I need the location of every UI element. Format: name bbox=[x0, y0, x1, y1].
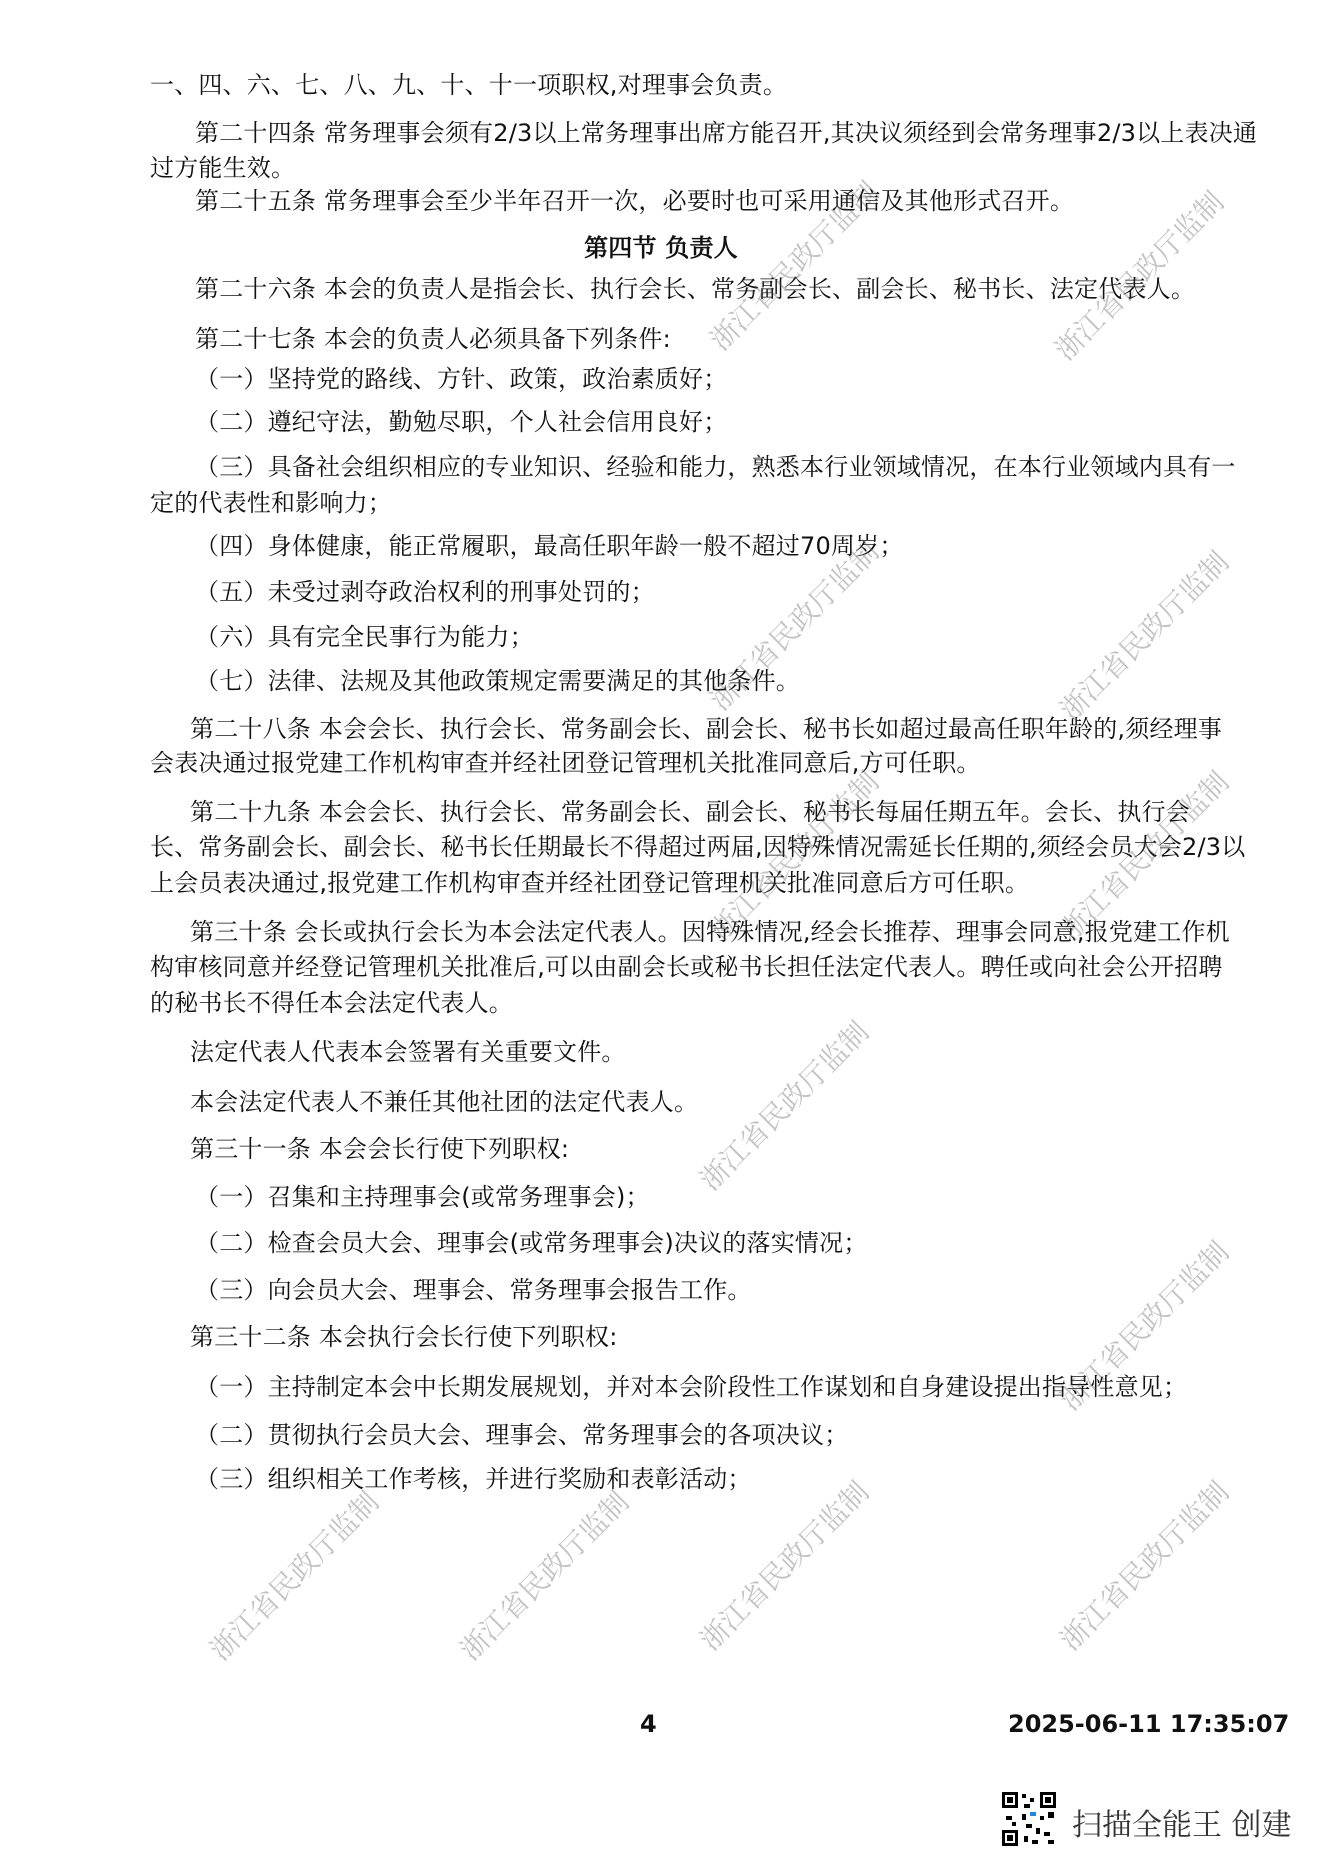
qr-code-icon bbox=[1000, 1790, 1058, 1848]
list-item: （三）具备社会组织相应的专业知识、经验和能力，熟悉本行业领域情况，在本行业领域内具有一 bbox=[195, 453, 1236, 481]
article-25: 第二十五条 常务理事会至少半年召开一次，必要时也可采用通信及其他形式召开。 bbox=[195, 187, 1075, 215]
timestamp: 2025-06-11 17:35:07 bbox=[1008, 1710, 1290, 1738]
article-27: 第二十七条 本会的负责人必须具备下列条件: bbox=[195, 325, 671, 353]
text-line: 一、四、六、七、八、九、十、十一项职权,对理事会负责。 bbox=[150, 71, 788, 99]
list-item: （二）检查会员大会、理事会(或常务理事会)决议的落实情况； bbox=[195, 1229, 868, 1257]
article-28-line-1: 第二十八条 本会会长、执行会长、常务副会长、副会长、秘书长如超过最高任职年龄的,须经理事 bbox=[190, 715, 1223, 743]
page-number: 4 bbox=[640, 1710, 657, 1738]
article-24-line-1: 第二十四条 常务理事会须有2/3以上常务理事出席方能召开,其决议须经到会常务理事2/3以上表决通 bbox=[195, 119, 1258, 147]
article-29-line-1: 第二十九条 本会会长、执行会长、常务副会长、副会长、秘书长每届任期五年。会长、执行会 bbox=[190, 798, 1191, 826]
list-item: （三）向会员大会、理事会、常务理事会报告工作。 bbox=[195, 1276, 752, 1304]
list-item: （一）坚持党的路线、方针、政策，政治素质好； bbox=[195, 365, 728, 393]
article-30-line-1: 第三十条 会长或执行会长为本会法定代表人。因特殊情况,经会长推荐、理事会同意,报党建工作机 bbox=[190, 918, 1230, 946]
text-line: 法定代表人代表本会签署有关重要文件。 bbox=[190, 1038, 626, 1066]
list-item: （一）主持制定本会中长期发展规划，并对本会阶段性工作谋划和自身建设提出指导性意见； bbox=[195, 1373, 1188, 1401]
watermark: 浙江省民政厅监制 bbox=[703, 535, 886, 717]
watermark: 浙江省民政厅监制 bbox=[1053, 1475, 1236, 1657]
list-item-continued: 定的代表性和影响力； bbox=[150, 489, 392, 517]
watermark: 浙江省民政厅监制 bbox=[1053, 545, 1236, 727]
list-item: （五）未受过剥夺政治权利的刑事处罚的； bbox=[195, 578, 655, 606]
list-item: （七）法律、法规及其他政策规定需要满足的其他条件。 bbox=[195, 667, 800, 695]
watermark: 浙江省民政厅监制 bbox=[1053, 765, 1236, 947]
article-32: 第三十二条 本会执行会长行使下列职权: bbox=[190, 1323, 618, 1351]
scanner-brand-label: 扫描全能王 创建 bbox=[1072, 1808, 1292, 1843]
text-line: 本会法定代表人不兼任其他社团的法定代表人。 bbox=[190, 1088, 699, 1116]
article-31: 第三十一条 本会会长行使下列职权: bbox=[190, 1135, 570, 1163]
list-item: （一）召集和主持理事会(或常务理事会)； bbox=[195, 1183, 650, 1211]
article-28-line-2: 会表决通过报党建工作机构审查并经社团登记管理机关批准同意后,方可任职。 bbox=[150, 749, 981, 777]
watermark: 浙江省民政厅监制 bbox=[693, 1015, 876, 1197]
watermark: 浙江省民政厅监制 bbox=[703, 175, 886, 357]
article-24-line-2: 过方能生效。 bbox=[150, 154, 296, 182]
list-item: （三）组织相关工作考核，并进行奖励和表彰活动； bbox=[195, 1465, 752, 1493]
article-26: 第二十六条 本会的负责人是指会长、执行会长、常务副会长、副会长、秘书长、法定代表人。 bbox=[195, 275, 1196, 303]
section-heading: 第四节 负责人 bbox=[584, 234, 738, 262]
list-item: （二）遵纪守法，勤勉尽职，个人社会信用良好； bbox=[195, 408, 728, 436]
watermark: 浙江省民政厅监制 bbox=[703, 765, 886, 947]
list-item: （六）具有完全民事行为能力； bbox=[195, 623, 534, 651]
watermark: 浙江省民政厅监制 bbox=[1053, 1235, 1236, 1417]
article-30-line-2: 构审核同意并经登记管理机关批准后,可以由副会长或秘书长担任法定代表人。聘任或向社会公开招聘 bbox=[150, 953, 1223, 981]
article-29-line-3: 上会员表决通过,报党建工作机构审查并经社团登记管理机关批准同意后方可任职。 bbox=[150, 869, 1030, 897]
list-item: （二）贯彻执行会员大会、理事会、常务理事会的各项决议； bbox=[195, 1421, 849, 1449]
watermark: 浙江省民政厅监制 bbox=[203, 1485, 386, 1667]
article-30-line-3: 的秘书长不得任本会法定代表人。 bbox=[150, 989, 513, 1017]
watermark: 浙江省民政厅监制 bbox=[453, 1485, 636, 1667]
watermark: 浙江省民政厅监制 bbox=[1048, 185, 1231, 367]
list-item: （四）身体健康，能正常履职，最高任职年龄一般不超过70周岁； bbox=[195, 532, 904, 560]
article-29-line-2: 长、常务副会长、副会长、秘书长任期最长不得超过两届,因特殊情况需延长任期的,须经会员大会2/3以 bbox=[150, 833, 1246, 861]
watermark: 浙江省民政厅监制 bbox=[693, 1475, 876, 1657]
